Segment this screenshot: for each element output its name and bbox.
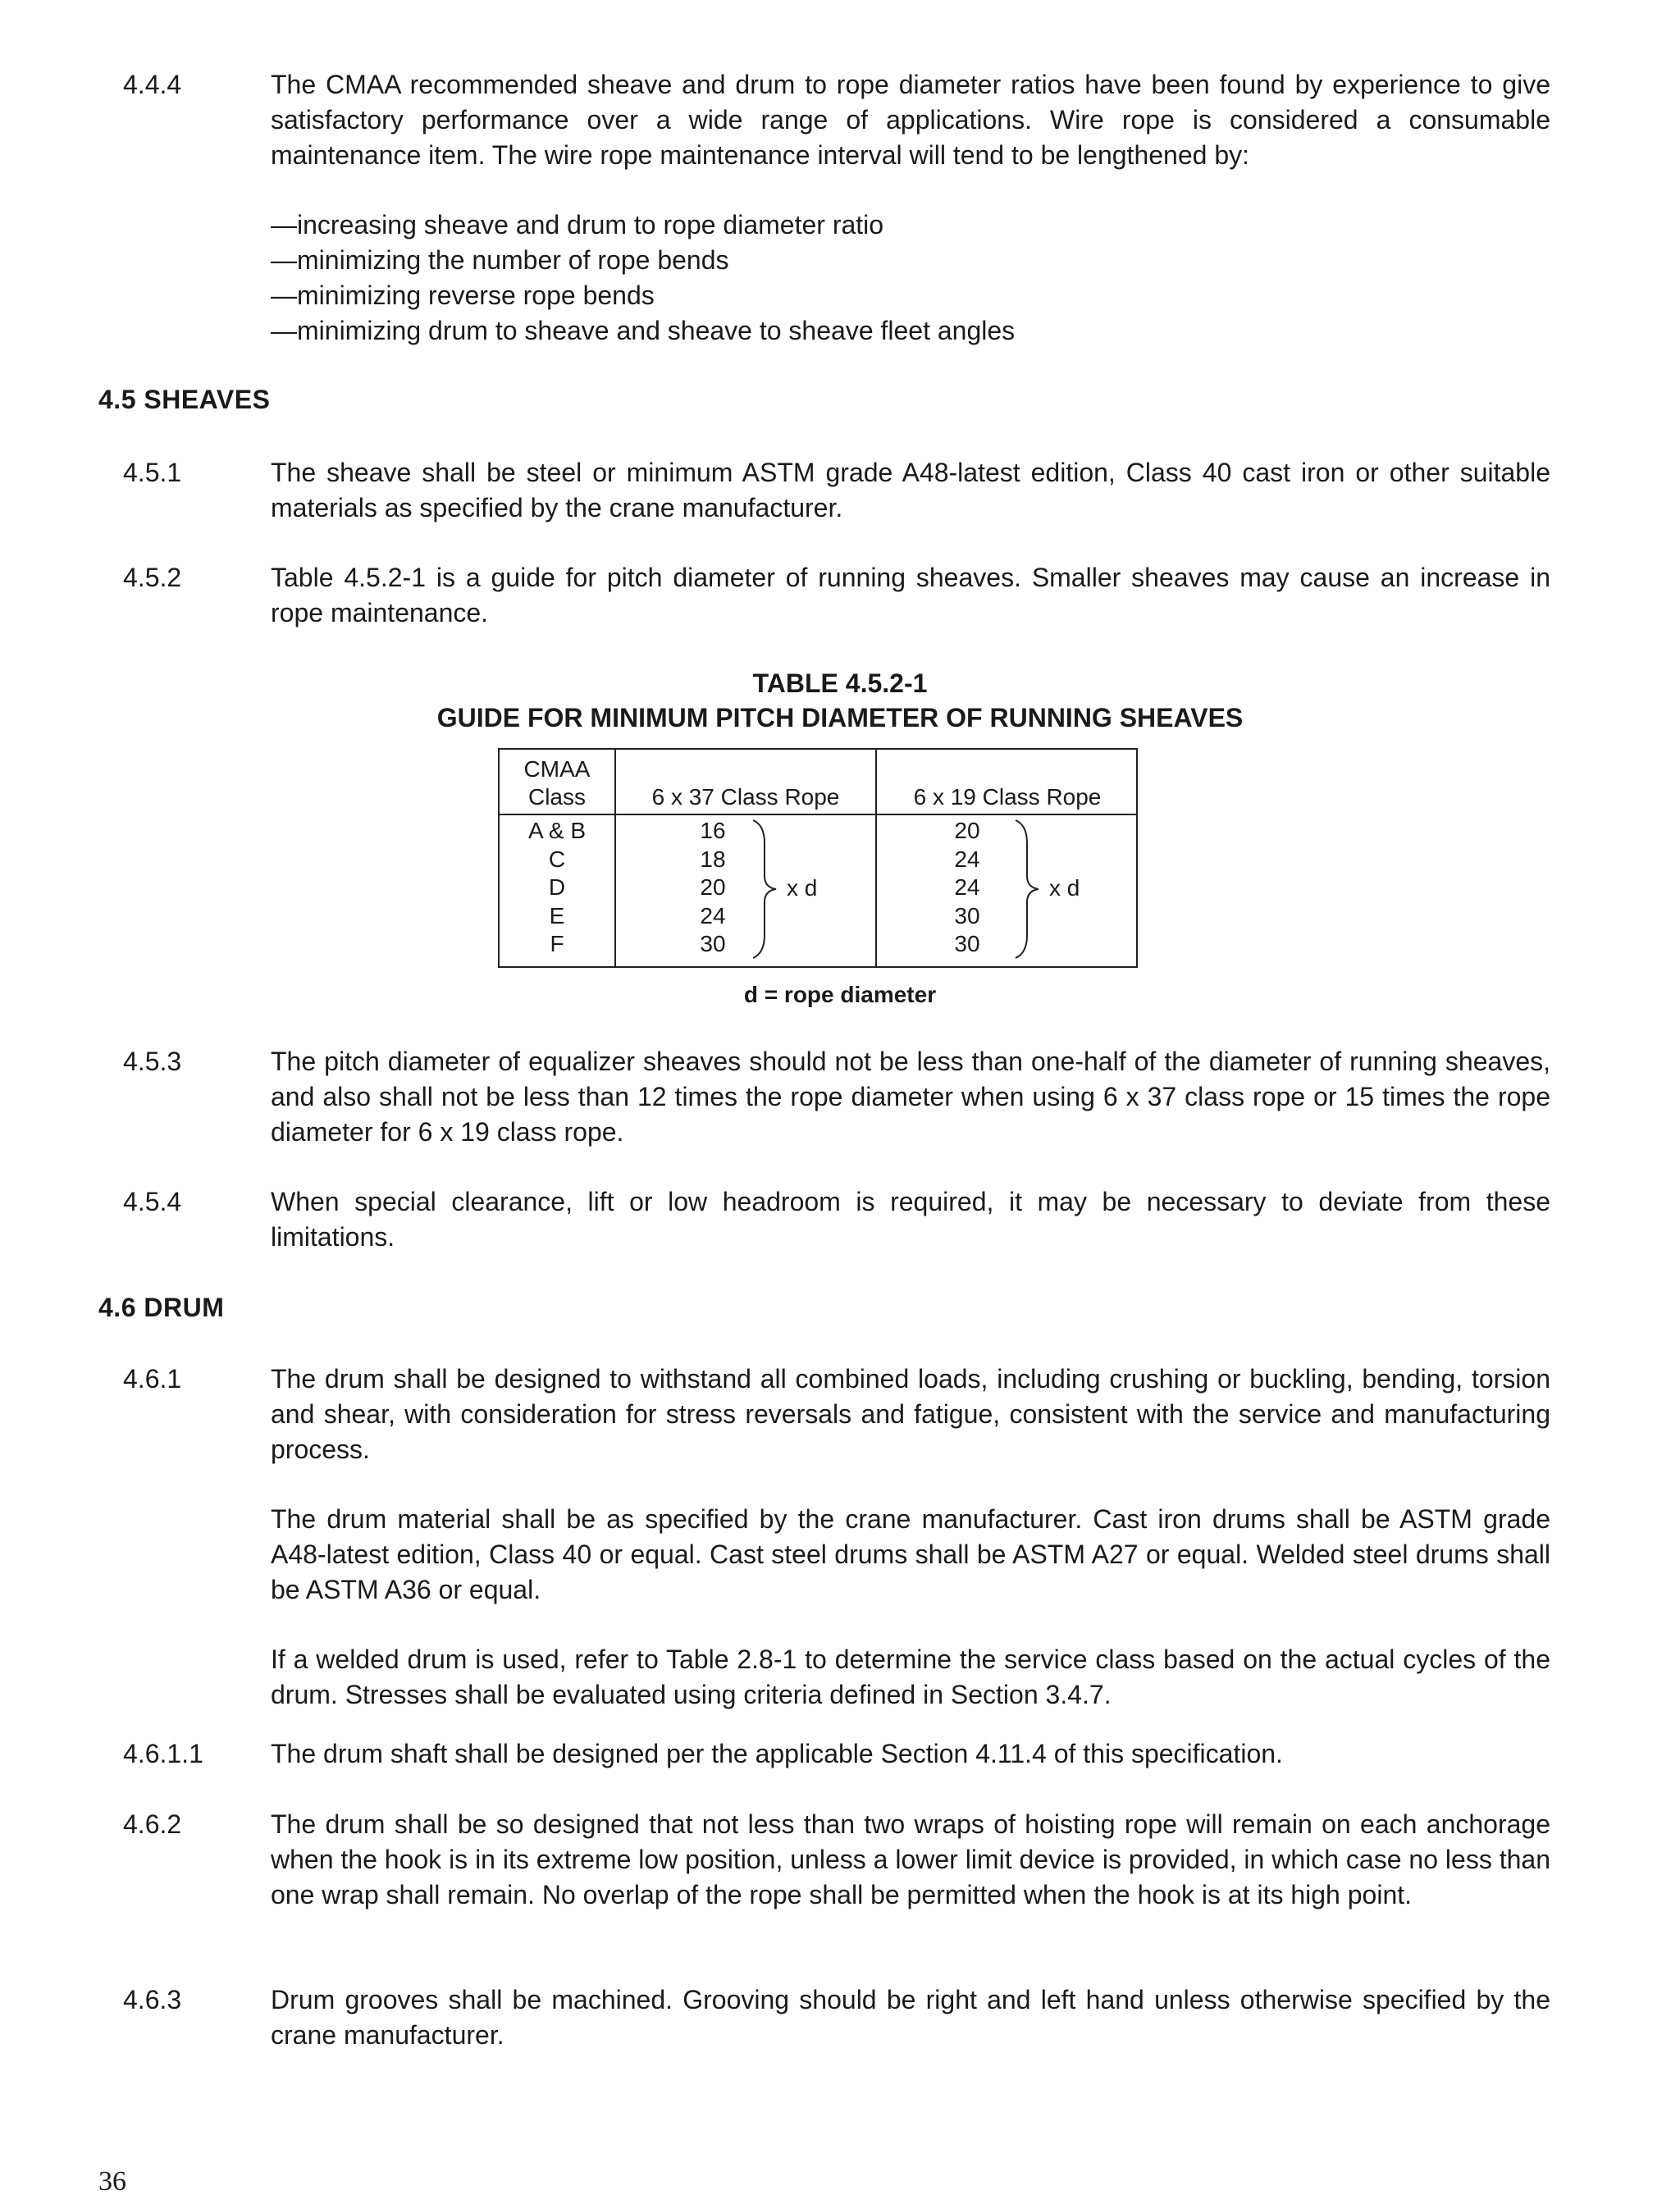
- right-brace-icon: [1012, 819, 1045, 960]
- rope-619-column: [934, 817, 1000, 959]
- rope-637-column: [680, 817, 746, 959]
- paragraph: The drum shall be so designed that not less than two wraps of hoisting rope will remain on each anchorage when the hook is in its extreme low position, unless a lower limit device is provided, in which case no less than one wrap shall remain. No overlap of the rope shall be permitted when the hook is at its high point.: [271, 1809, 1550, 1909]
- section-body: [271, 560, 1550, 631]
- paragraph: The drum shall be designed to withstand all combined loads, including crushing or buckling, bending, torsion and shear, with consideration for stress reversals and fatigue, consistent with the service and manufacturing process.: [271, 1364, 1550, 1464]
- table-caption: GUIDE FOR MINIMUM PITCH DIAMETER OF RUNNING SHEAVES: [436, 703, 1244, 732]
- value-cell: 24: [700, 902, 726, 928]
- section-body: [271, 1736, 1550, 1772]
- bullet-item: —increasing sheave and drum to rope diameter ratio: [271, 210, 884, 240]
- class-cell: C: [548, 846, 566, 872]
- section-number: 4.6.3: [123, 1985, 182, 2014]
- page-number: 36: [98, 2166, 126, 2197]
- value-cell: 16: [700, 818, 726, 843]
- class-cell: F: [550, 931, 564, 956]
- paragraph: Drum grooves shall be machined. Grooving should be right and left hand unless otherwise specified by the crane manufacturer.: [271, 1985, 1550, 2050]
- paragraph: The pitch diameter of equalizer sheaves should not be less than one-half of the diameter of running sheaves, and also shall not be less than 12 times the rope diameter when using 6 x 37 class rope or 15 times the rope diameter for 6 x 19 class rope.: [271, 1047, 1550, 1147]
- header-divider: [500, 814, 1136, 815]
- class-column: [500, 817, 614, 959]
- value-cell: 30: [954, 902, 980, 928]
- sheave-diameter-table: [498, 748, 1138, 968]
- paragraph: If a welded drum is used, refer to Table 2.8-1 to determine the service class based on the actual cycles of the drum. Stresses shall be evaluated using criteria defined in Section 3.4.7.: [271, 1645, 1550, 1709]
- value-cell: 30: [700, 931, 726, 956]
- header-text: CMAA: [523, 756, 591, 782]
- header-6x19: 6 x 19 Class Rope: [913, 784, 1102, 810]
- section-body: [271, 1807, 1550, 1913]
- section-number: 4.6.1.1: [123, 1739, 203, 1768]
- bullet-item: —minimizing drum to sheave and sheave to sheave fleet angles: [271, 316, 1016, 345]
- heading-drum: 4.6 DRUM: [98, 1293, 225, 1322]
- header-text: Class: [527, 784, 586, 810]
- bullet-list: [271, 208, 1550, 349]
- class-cell: D: [548, 874, 566, 900]
- section-body: [271, 67, 1550, 349]
- section-body: [271, 1362, 1550, 1713]
- section-body: [271, 455, 1550, 526]
- class-cell: E: [549, 902, 565, 928]
- bullet-item: —minimizing reverse rope bends: [271, 281, 655, 310]
- column-divider: [875, 750, 877, 966]
- heading-sheaves: 4.5 SHEAVES: [98, 385, 271, 414]
- paragraph: The sheave shall be steel or minimum ASTM grade A48-latest edition, Class 40 cast iron or other suitable materials as specified by the crane manufacturer.: [271, 458, 1550, 522]
- value-cell: 30: [954, 931, 980, 956]
- class-cell: A & B: [527, 818, 587, 843]
- value-cell: 24: [954, 874, 980, 900]
- section-body: [271, 1184, 1550, 1255]
- header-6x37: 6 x 37 Class Rope: [651, 784, 840, 810]
- paragraph: Table 4.5.2-1 is a guide for pitch diameter of running sheaves. Smaller sheaves may cause an increase in rope maintenance.: [271, 563, 1550, 627]
- table-title: [0, 666, 1680, 735]
- section-number: 4.6.2: [123, 1809, 182, 1839]
- section-number: 4.5.3: [123, 1047, 182, 1076]
- value-cell: 18: [700, 846, 726, 872]
- right-brace-icon: [750, 819, 783, 960]
- header-cmaa-class: [500, 755, 614, 811]
- section-body: [271, 1982, 1550, 2053]
- value-cell: 20: [954, 818, 980, 843]
- value-cell: 20: [700, 874, 726, 900]
- paragraph: The CMAA recommended sheave and drum to rope diameter ratios have been found by experience to give satisfactory performance over a wide range of applications. Wire rope is considered a consumable maintenance item. The wire rope maintenance interval will tend to be lengthened by:: [271, 70, 1550, 170]
- section-number: 4.5.4: [123, 1187, 182, 1216]
- section-number: 4.5.2: [123, 563, 182, 592]
- paragraph: When special clearance, lift or low headroom is required, it may be necessary to deviate from these limitations.: [271, 1187, 1550, 1252]
- section-number: 4.4.4: [123, 70, 182, 99]
- section-body: [271, 1044, 1550, 1150]
- section-number: 4.6.1: [123, 1364, 182, 1394]
- paragraph: The drum shaft shall be designed per the applicable Section 4.11.4 of this specification.: [271, 1739, 1283, 1768]
- value-cell: 24: [954, 846, 980, 872]
- table-number: TABLE 4.5.2-1: [752, 668, 928, 698]
- column-divider: [614, 750, 616, 966]
- paragraph: The drum material shall be as specified by the crane manufacturer. Cast iron drums shall be ASTM grade A48-latest edition, Class 40 or equal. Cast steel drums shall be ASTM A27 or equal. Welded steel drums shall be ASTM A36 or equal.: [271, 1504, 1550, 1604]
- multiplier-label: x d: [787, 875, 818, 901]
- section-number: 4.5.1: [123, 458, 182, 487]
- bullet-item: —minimizing the number of rope bends: [271, 245, 729, 275]
- table-footnote: d = rope diameter: [743, 982, 937, 1007]
- multiplier-label: x d: [1049, 875, 1080, 901]
